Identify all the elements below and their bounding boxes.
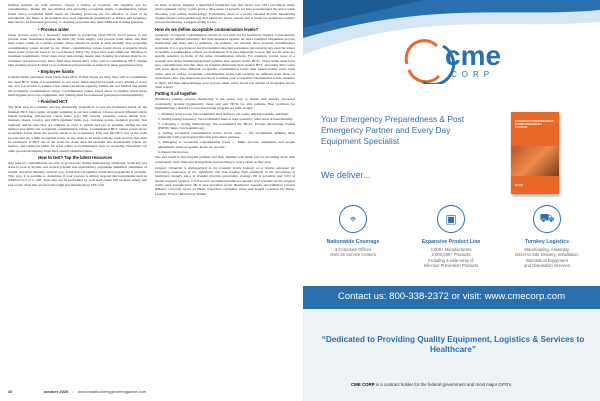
author-bio: Gregory Gilmartin is distinguished in the reusable textile industry as a tireless advocate for increasing awareness of the significant role that lending high standards in the processing of healthcare laundry plays in broader infection prevention strategy. He is president and CEO of Textile Surgical Systems, a full-service accredited healthcare laundry and reusable sterile surgical textile pack manufacturer. He is past president of the Healthcare Laundry Accreditation Council (HLAC), currently serves as HLAC inspection committee chair, and helped co-author the HLAC Laundry Process Monitoring Toolkit. (155, 165, 295, 196)
ad-tagline: Your Emergency Preparedness & Post Emergency Partner and Every Day Equipment Specialist (321, 114, 465, 146)
step-item: 6. Repeat the process. (158, 149, 189, 154)
ad-quote: “Dedicated to Providing Quality Equipment, Logistics & Services to Healthcare” (321, 335, 585, 355)
feature-line: 3 Corporate Offices (334, 247, 372, 252)
feature-line: Infection Prevention Products (423, 262, 479, 268)
acceptable-levels-heading: How do we define acceptable contamination levels? (155, 26, 259, 32)
putting-together-heading: Putting it all together (155, 91, 197, 97)
column-1-intro: holding stations. As with surfaces, choose a variety of locations and regularly test for contamination. Define the test method and allowable acceptable limits. Contamination values found above acceptable limits mean air cleaning protocols are not effective or need to be reevaluated. Air filters or air handlers may need adjustment (equipment) or airflow and frequency may need to be increased (process); or cleaning personnel may need additional training (people). (8, 3, 147, 25)
employee-hands-heading: • Employee hands (38, 69, 74, 75)
step-item: 4. Setting acceptable contamination levels across areas — We recommend defining these internally with your hospital infection prevention partners. (158, 130, 295, 140)
step-item: 3. Choosing a testing methodology. We recommend the HLAC Process Monitoring Toolkit (PMTK: https://www.pmtkit.org) (158, 121, 295, 131)
feature-turnkey-logistics (503, 205, 591, 268)
closing-paragraph: The end result is that hospital patients and their families will thank you for providing them with consistently clean linen and giving them one less thing to worry about as they heal. (155, 155, 295, 164)
feature-line: Biomedical Equipment (526, 257, 568, 263)
we-deliver-heading: We deliver... (321, 170, 371, 180)
article-column-2 (155, 3, 295, 386)
logo-wordmark: cme (445, 40, 502, 71)
process-water-body: Clean process water is a necessary ingredient in producing clean HCTs. Good places to test process water cleanliness include the main city water supply, cold process water tanks, and final rinse water comes in a tunnel washer. Water should be tested at least monthly and acceptable contamination values should be set. Water contamination values found above acceptable levels mean water protocols need to be re-evaluated. Dirty city water may need additional filtration or treatment (equipment). Dirty clean water tank storage means tank cleaning procedures must be re-evaluated (people/process). Dirty final rinse means dirty water will re-contaminate HCT. Tunnel tank cleaning protocols must be re-evaluated and personnel re-trained on these (people/process). (8, 32, 147, 68)
step-item: 1. Defining areas to test. We recommend hard surfaces, air, water, employee hands, and linen. (158, 111, 290, 116)
logo-corp-text: CORP (451, 70, 495, 79)
page-number: 40 (8, 389, 13, 394)
map-pin-icon: ⌖ (339, 205, 367, 233)
finished-hct-body: The final step in a laundry process monitoring program is to test the bioburden levels on the finished HCT. Once again, strategic sampling is our best solution. Choose several different textile blends including 100-percent cotton items (e.g., OR towels), polyester cotton blends (e.g., blankets, sheets, towels), and 100% synthetic items (e.g., isolation gowns, isolation gowns). Test regularly and be sure they are sampled as close to patient end use as possible. Define the test method and define the acceptable contamination values. Contaminated HCT values found above acceptable levels mean the process needs to be re-assessed. First test the HCT end of the wash process that are within acceptable levels. If not, there is an issue with the wash process that must be addressed. If HCT out of the wash are clean, then the problem lies downstream. Check air, surface, and employee hands for areas where re-contamination may be occurring. Hopefully, our other process monitoring steps have already identified these. (8, 105, 147, 153)
truck-icon: ⛟ (533, 205, 561, 233)
employee-hands-body: Laundry-finish personnel often touch clean HCT. If their hands are dirty, they will re-contaminate the clean HCT. While it is unrealistic to test every finish employee's hands every minute of every day, it is a good idea to sample a few employee hands regularly. Define the test method and define the acceptable contamination values. Contamination values found above acceptable levels mean hand hygiene protocols, equipment, and training must be reassessed (people/process/equipment). (8, 75, 147, 97)
cme-logo (403, 38, 503, 84)
catalog-title: EMERGENCY PREPAREDNESS & POST EMERGENCY CATALOG (515, 120, 554, 130)
putting-together-body: Healthcare laundry process monitoring is the surest way to ensure that laundry processes consistently provide hygienically clean and safe HCTs for sick patients. Best practices for implementing a laundry process monitoring program are built around: (155, 97, 295, 110)
catalog-photo (511, 146, 559, 176)
feature-line: Direct-to-Site Delivery, Installation, (515, 252, 579, 258)
feature-line: Over 30 Service Centers (330, 252, 376, 258)
cme-advertisement (303, 0, 600, 401)
ad-fine-print (351, 382, 512, 387)
feature-line: Warehousing, Assembly, (524, 247, 570, 252)
contact-banner[interactable] (303, 286, 600, 309)
how-to-test-body: Any tests for contamination are only as good as the testing methodology employed. Some key test areas to look at include test accuracy/detail, test repeatability, organisms identified, timeliness of results, test labor intensity, and test cost. A test that can identify actual microorganisms is a benefit. That way, it is possible to determine if your process is killing targeted microorganisms such as SARS-CoV-2 or C. diff. Tests that can be performed by your staff onsite will be more timely and less costly. Tests that are more thorough and identify more CFU will (8, 160, 147, 187)
catalog-logo: cme (515, 182, 524, 187)
finished-hct-heading: • Finished HCT (38, 99, 68, 105)
article-column-1 (8, 3, 147, 386)
contact-text[interactable]: Contact us: 800-338-2372 or visit: www.cmecorp.com (337, 291, 566, 302)
feature-line: and Disposition Services (524, 262, 570, 268)
feature-expansive-product-line (407, 205, 495, 268)
feature-title: Expansive Product Line (421, 239, 481, 245)
box-icon: ▣ (437, 205, 465, 233)
page-footer (8, 389, 298, 394)
feature-title: Nationwide Coverage (326, 239, 380, 245)
footer-website-link[interactable]: www.healthcarehygienemagazine.com (77, 389, 147, 394)
steps-list (155, 112, 295, 154)
catalog-cover-image (511, 112, 559, 194)
feature-nationwide-coverage (309, 205, 397, 258)
feature-title: Turnkey Logistics (524, 239, 569, 245)
fine-print-text: is a contract holder for the federal government and most major GPO's. (374, 382, 513, 387)
step-item: 5. Managing to acceptable contamination levels — Make process, equipment, and people adjustments when acceptable levels are not met. (158, 140, 295, 149)
column-2-intro: be more accurate. Imagine a superficial bioburden test that shows low CFU but misses many microorganism colony counts gives a false sense of security for sure to understand the above when choosing your testing methodology. Fortunately, there is a newly released Process Monitoring Toolkit (https://www.pmtkit.org) that meets the above criteria and is made for healthcare laundry process monitoring. I suggest giving it a try. (155, 3, 295, 25)
feature-line: 2,000,000+ Products (431, 252, 471, 258)
footer-separator: • (72, 389, 74, 394)
feature-line: including a wide array of (428, 257, 474, 263)
process-water-heading: • Process water (38, 26, 70, 32)
acceptable-levels-body: Generally, acceptable contamination criteria do not exist yet for healthcare laundry. Consequently, they must be defined internally and then measured against. As more laundries implement process monitoring and more data is gathered, our industry can develop more accurate contamination standards. It is a good idea to involve hospital infection prevention personnel in any exercise where acceptable contamination criteria are determined. It is also important to note that not all areas are equally sensitive in terms of the same contamination criteria. For example, certain areas of a hospital that house immunosuppressed patients may require sterile HCTs. These items must have zero contamination and thus must be handled differently than normal HCT. Incoming dirty water will most likely have different acceptable contamination levels than tunnel-washer press bank water. And of course, acceptable contamination levels will certainly be different from those on clean linen carts. The important practice is to define your acceptable contamination levels, measure to them, and then adjust/manage your process when actual levels fall outside of acceptable levels. Then repeat! (155, 32, 295, 89)
fine-print-brand: CME CORP (351, 382, 375, 387)
how-to-test-heading: How to test? Tap the latest resources (38, 154, 113, 160)
step-item: 2. Setting testing frequency. We recommend linen at least quarterly; other areas at least monthly. (158, 116, 293, 121)
feature-line: 2,000+ Manufacturers (430, 247, 472, 252)
issue-date: october 2020 (43, 389, 69, 394)
